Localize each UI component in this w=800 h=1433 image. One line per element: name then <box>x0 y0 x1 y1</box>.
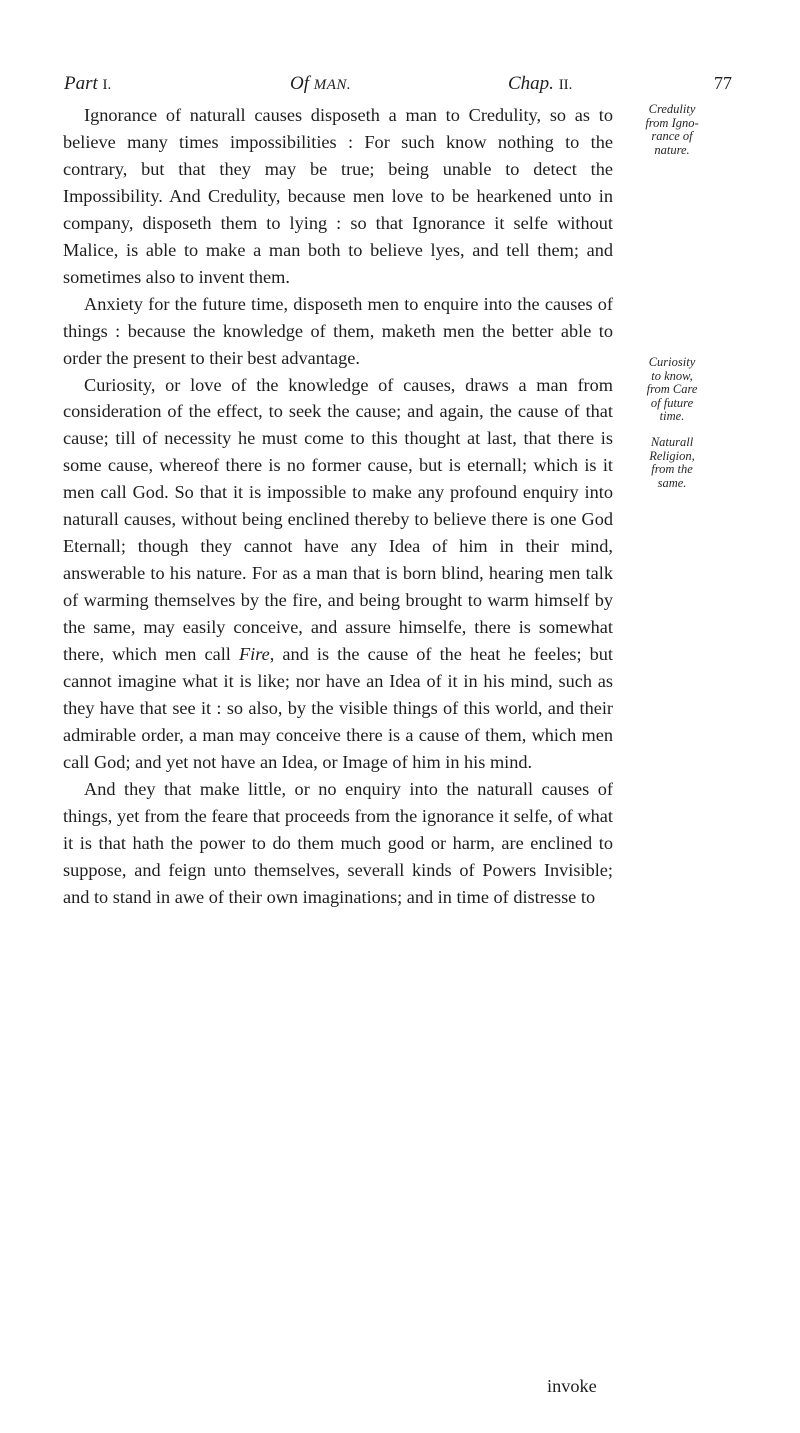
text-run: Anxiety for the future time, disposeth men to enquire into the causes of things : because the knowledge of them, maketh men the better able to order the present to their best advantage. <box>63 293 613 368</box>
marginal-note-line: from Igno- <box>645 115 699 130</box>
text-run: And they that make little, or no enquiry into the naturall causes of things, yet from the feare that proceeds from the ignorance it selfe, of what it is that hath the power to do them much good or harm, are enclined to suppose, and feign unto themselves, severall kinds of Powers Invisible; and to stand in awe of their own imaginations; and in time of distresse to <box>63 778 613 907</box>
catchword: invoke <box>547 1376 597 1396</box>
running-head-chapter <box>508 73 572 95</box>
page-number: 77 <box>714 73 732 93</box>
marginal-note-naturall-religion <box>622 436 722 490</box>
marginal-note-line: time. <box>659 409 685 423</box>
paragraph <box>63 776 613 911</box>
running-head-title <box>290 73 351 95</box>
marginal-note-line: Naturall <box>650 435 694 449</box>
marginal-note-line: Religion, <box>649 448 695 463</box>
marginal-note-line: from Care <box>646 382 698 396</box>
running-head <box>64 73 730 97</box>
chapter-label: Chap. <box>508 73 554 94</box>
text-run: Ignorance of naturall causes disposeth a man to Credulity, so as to believe many times impossibilities : For such know nothing to the contrary, but that they may be true; being unable to detect the Impossibility. And Credulity, because men love to be hearkened unto in company, disposeth them to lying : so that Ignorance it selfe without Malice, is able to make a man both to believe lyes, and tell them; and sometimes also to invent them. <box>63 105 613 287</box>
title-man: MAN. <box>313 77 352 93</box>
marginal-note-curiosity <box>622 356 722 424</box>
body-text <box>63 102 613 911</box>
part-label: Part <box>64 73 98 94</box>
paragraph <box>63 372 613 776</box>
paragraph <box>63 102 613 291</box>
marginal-note-line: Credulity <box>648 102 696 116</box>
italic-text: Fire <box>238 644 270 665</box>
marginal-note-line: Curiosity <box>648 355 696 369</box>
paragraph <box>63 291 613 372</box>
text-run: Curiosity, or love of the knowledge of causes, draws a man from consideration of the effect, to seek the cause; and again, the cause of that cause; till of necessity he must come to this thought at last, that there is some cause, whereof there is no former cause, but is eternall; which is it men call God. So that it is impossible to make any profound enquiry into naturall causes, without being enclined thereby to believe there is one God Eternall; though they cannot have any Idea of him in their mind, answerable to his nature. For as a man that is born blind, hearing men talk of warming themselves by the fire, and being brought to warm himself by the same, may easily conceive, and assure himselfe, there is somewhat there, which men call <box>63 374 613 665</box>
marginal-note-line: from the <box>651 462 693 476</box>
marginal-note-line: same. <box>657 475 687 490</box>
part-number: I. <box>102 77 112 93</box>
title-of: Of <box>290 73 309 94</box>
running-head-part <box>64 73 111 95</box>
marginal-note-line: of future <box>650 395 694 410</box>
text-run: , and is the cause of the heat he feeles; but cannot imagine what it is like; nor have an Idea of it in his mind, such as they have that see it : so also, by the visible things of this world, and their admirable order, a man may conceive there is a cause of them, which men call God; and yet not have an Idea, or Image of him in his mind. <box>63 644 613 772</box>
marginal-note-line: rance of <box>651 129 693 143</box>
marginal-note-credulity <box>622 103 722 157</box>
chapter-number: II. <box>558 77 573 93</box>
marginal-note-line: nature. <box>654 142 690 157</box>
marginal-note-line: to know, <box>651 368 693 383</box>
